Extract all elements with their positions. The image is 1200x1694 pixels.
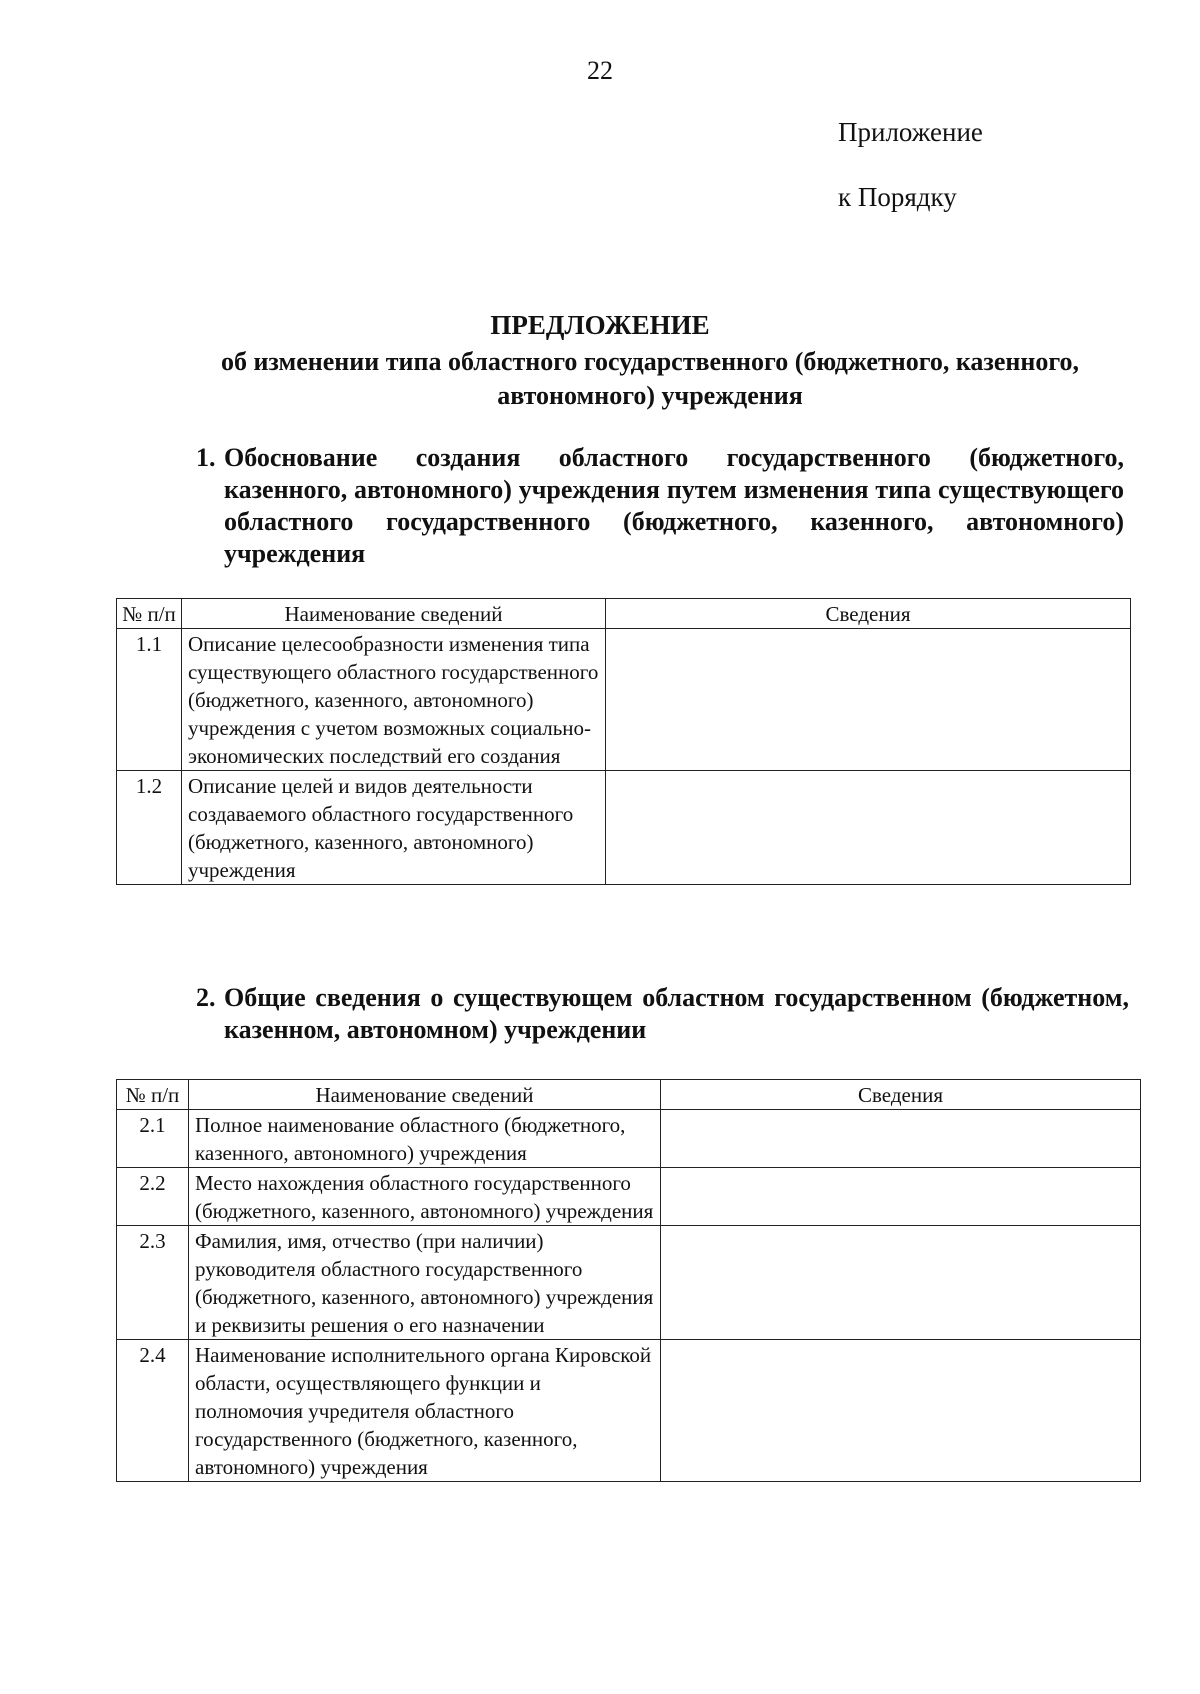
row-value[interactable] xyxy=(606,771,1131,885)
table-row xyxy=(117,1110,1141,1168)
row-num: 2.2 xyxy=(117,1168,189,1226)
row-num: 2.3 xyxy=(117,1226,189,1340)
appendix-reference: к Порядку xyxy=(838,182,957,212)
section-1-table xyxy=(116,598,1131,885)
row-num: 2.4 xyxy=(117,1340,189,1482)
table-header-row xyxy=(117,599,1131,629)
section-1-heading xyxy=(196,442,1124,570)
section-2-heading-text: Общие сведения о существующем областном государственном (бюджетном, казенном, автономном) учреждении xyxy=(224,983,1129,1044)
document-title: ПРЕДЛОЖЕНИЕ xyxy=(490,310,710,340)
table-row xyxy=(117,1340,1141,1482)
section-2-number: 2. xyxy=(196,983,216,1012)
row-value[interactable] xyxy=(661,1226,1141,1340)
header-num: № п/п xyxy=(117,1080,189,1110)
section-2-heading xyxy=(196,982,1129,1046)
section-1-number: 1. xyxy=(196,443,216,472)
row-value[interactable] xyxy=(661,1168,1141,1226)
row-num: 2.1 xyxy=(117,1110,189,1168)
row-name: Место нахождения областного государственного (бюджетного, казенного, автономного) учреждения xyxy=(189,1168,661,1226)
row-name: Полное наименование областного (бюджетного, казенного, автономного) учреждения xyxy=(189,1110,661,1168)
row-value[interactable] xyxy=(661,1110,1141,1168)
row-name: Описание целесообразности изменения типа существующего областного государственного (бюджетного, казенного, автономного) учреждения с учетом возможных социально-экономических последствий его создания xyxy=(182,629,606,771)
header-value: Сведения xyxy=(606,599,1131,629)
row-value[interactable] xyxy=(661,1340,1141,1482)
header-name: Наименование сведений xyxy=(182,599,606,629)
table-row xyxy=(117,629,1131,771)
table-header-row xyxy=(117,1080,1141,1110)
table-row xyxy=(117,1226,1141,1340)
section-1-heading-text: Обоснование создания областного государственного (бюджетного, казенного, автономного) учреждения путем изменения типа существующего областного государственного (бюджетного, казенного, автономного) учреждения xyxy=(224,443,1124,568)
page-number: 22 xyxy=(587,56,613,85)
row-num: 1.1 xyxy=(117,629,182,771)
table-row xyxy=(117,1168,1141,1226)
header-num: № п/п xyxy=(117,599,182,629)
row-name: Наименование исполнительного органа Кировской области, осуществляющего функции и полномочия учредителя областного государственного (бюджетного, казенного, автономного) учреждения xyxy=(189,1340,661,1482)
row-name: Описание целей и видов деятельности создаваемого областного государственного (бюджетного, казенного, автономного) учреждения xyxy=(182,771,606,885)
row-value[interactable] xyxy=(606,629,1131,771)
table-row xyxy=(117,771,1131,885)
section-2-table xyxy=(116,1079,1141,1482)
header-value: Сведения xyxy=(661,1080,1141,1110)
document-subtitle: об изменении типа областного государственного (бюджетного, казенного, автономного) учреждения xyxy=(220,347,1080,410)
appendix-label: Приложение xyxy=(838,117,983,147)
row-num: 1.2 xyxy=(117,771,182,885)
header-name: Наименование сведений xyxy=(189,1080,661,1110)
row-name: Фамилия, имя, отчество (при наличии) руководителя областного государственного (бюджетного, казенного, автономного) учреждения и реквизиты решения о его назначении xyxy=(189,1226,661,1340)
